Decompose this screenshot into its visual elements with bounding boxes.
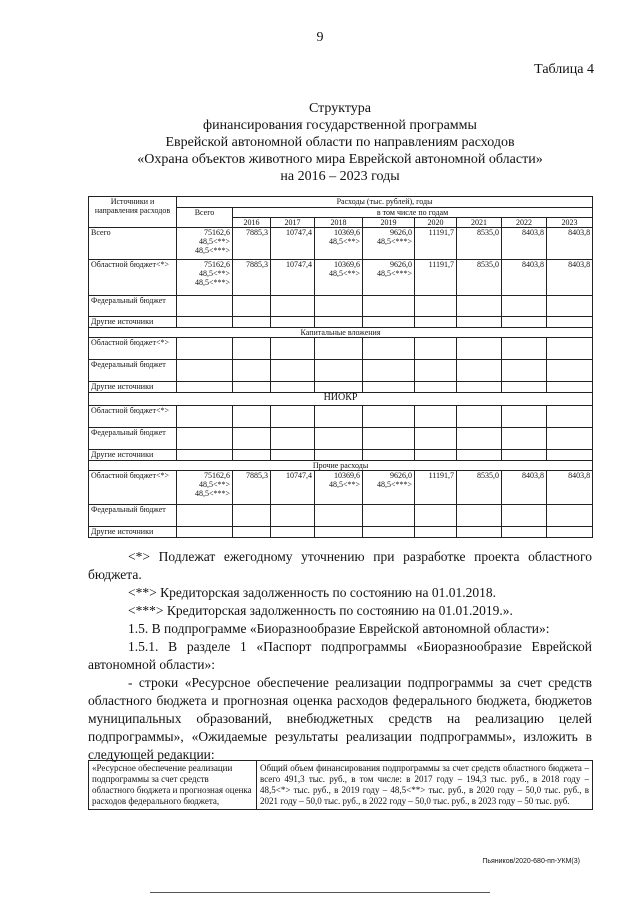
section-other-expenses: Прочие расходы — [89, 461, 593, 471]
paragraph-lines: - строки «Ресурсное обеспечение реализации подпрограммы за счет средств областного бюджета и прогнозная оценка расходов федерального бюджета, бюджетов муниципальных образований, внебюджетных средств на реализацию целей подпрограммы», «Ожидаемые результаты реализации подпрограммы», изложить в следующей редакции: — [88, 675, 592, 762]
cell-2019: 9626,0 48,5<***> — [363, 228, 415, 260]
header-year: 2023 — [547, 218, 593, 228]
cell-2020: 11191,7 — [415, 471, 457, 505]
row-label: Другие источники — [89, 382, 177, 393]
row-label: Федеральный бюджет — [89, 505, 177, 527]
header-year: 2021 — [457, 218, 502, 228]
cell-2018: 10369,6 48,5<**> — [315, 260, 363, 296]
cell-2022: 8403,8 — [502, 471, 547, 505]
table-row — [89, 505, 593, 527]
table-row — [89, 761, 593, 810]
title-line: «Охрана объектов животного мира Еврейской автономной области» — [137, 152, 543, 167]
header-year: 2022 — [502, 218, 547, 228]
resource-right-cell: Общий объем финансирования подпрограммы за счет средств областного бюджета – всего 491,3 тыс. руб., в том числе: в 2017 году – 194,3 тыс. руб., в 2018 году – 48,5<*> тыс. руб., в 2019 году – 48,5<**> тыс. руб., в 2020 году – 50,0 тыс. руб., в 2021 году – 50,0 тыс. руб., в 2022 году – 50,0 тыс. руб., в 2023 году – 50 тыс. руб. — [257, 761, 593, 810]
cell-2022: 8403,8 — [502, 228, 547, 260]
notes — [88, 548, 592, 764]
cell-2022: 8403,8 — [502, 260, 547, 296]
cell-2021: 8535,0 — [457, 228, 502, 260]
cell-2023: 8403,8 — [547, 471, 593, 505]
header-year: 2016 — [233, 218, 271, 228]
cell-2021: 8535,0 — [457, 471, 502, 505]
header-year: 2017 — [271, 218, 315, 228]
row-label: Другие источники — [89, 450, 177, 461]
cell-2020: 11191,7 — [415, 228, 457, 260]
title-line: Структура — [308, 101, 372, 116]
footnote-2: <**> Кредиторская задолженность по состоянию на 01.01.2018. — [128, 585, 496, 600]
cell-2016: 7885,3 — [233, 471, 271, 505]
row-label: Другие источники — [89, 317, 177, 328]
row-label: Областной бюджет<*> — [89, 260, 177, 296]
cell-2018: 10369,6 48,5<**> — [315, 228, 363, 260]
table-row — [89, 360, 593, 382]
table-label: Таблица 4 — [534, 62, 594, 77]
cell-2020: 11191,7 — [415, 260, 457, 296]
title-line: на 2016 – 2023 годы — [280, 169, 400, 184]
cell-2019: 9626,0 48,5<***> — [363, 260, 415, 296]
row-label: Другие источники — [89, 527, 177, 538]
title-line: финансирования государственной программы — [203, 118, 477, 133]
cell-2021: 8535,0 — [457, 260, 502, 296]
footnote-3: <***> Кредиторская задолженность по состоянию на 01.01.2019.». — [128, 603, 513, 618]
section-capital: Капитальные вложения — [89, 328, 593, 338]
cell-2017: 10747,4 — [271, 228, 315, 260]
footer-code: Пьяников/2020-680-пп-УКМ(3) — [482, 858, 580, 865]
resource-left-cell: «Ресурсное обеспечение реализации подпрограммы за счет средств областного бюджета и прогнозная оценка расходов федерального бюджета, — [89, 761, 257, 810]
footnote-1: <*> Подлежат ежегодному уточнению при разработке проекта областного бюджета. — [88, 549, 592, 582]
table-row — [89, 338, 593, 360]
header-year: 2020 — [415, 218, 457, 228]
cell-total: 75162,6 48,5<**> 48,5<***> — [177, 471, 233, 505]
resource-table — [88, 760, 593, 810]
cell-2017: 10747,4 — [271, 471, 315, 505]
cell-2023: 8403,8 — [547, 228, 593, 260]
cell-2016: 7885,3 — [233, 260, 271, 296]
cell-2019: 9626,0 48,5<***> — [363, 471, 415, 505]
cell-total: 75162,6 48,5<**> 48,5<***> — [177, 260, 233, 296]
header-expenses: Расходы (тыс. рублей), годы — [177, 197, 593, 208]
cell-2023: 8403,8 — [547, 260, 593, 296]
title-line: Еврейской автономной области по направлениям расходов — [165, 135, 515, 150]
row-label: Всего — [89, 228, 177, 260]
cell-total: 75162,6 48,5<**> 48,5<***> — [177, 228, 233, 260]
table-row — [89, 296, 593, 317]
row-label: Областной бюджет<*> — [89, 471, 177, 505]
table-row — [89, 317, 593, 328]
header-sources: Источники и направления расходов — [89, 197, 177, 228]
row-label: Федеральный бюджет — [89, 428, 177, 450]
table-title — [0, 100, 640, 185]
header-year: 2018 — [315, 218, 363, 228]
table-row — [89, 228, 593, 260]
row-label: Федеральный бюджет — [89, 360, 177, 382]
cell-2016: 7885,3 — [233, 228, 271, 260]
row-label: Областной бюджет<*> — [89, 406, 177, 428]
cell-2017: 10747,4 — [271, 260, 315, 296]
section-niokr: НИОКР — [89, 393, 593, 406]
header-total: Всего — [177, 208, 233, 228]
header-year: 2019 — [363, 218, 415, 228]
table-row — [89, 428, 593, 450]
table-row — [89, 450, 593, 461]
table-row — [89, 382, 593, 393]
row-label: Федеральный бюджет — [89, 296, 177, 317]
paragraph-1-5-1: 1.5.1. В разделе 1 «Паспорт подпрограммы «Биоразнообразие Еврейской автономной области»: — [88, 639, 592, 672]
footer-divider — [150, 892, 490, 893]
cell-2018: 10369,6 48,5<**> — [315, 471, 363, 505]
paragraph-1-5: 1.5. В подпрограмме «Биоразнообразие Еврейской автономной области»: — [128, 621, 550, 636]
row-label: Областной бюджет<*> — [89, 338, 177, 360]
table-row — [89, 260, 593, 296]
table-row — [89, 527, 593, 538]
table-row — [89, 471, 593, 505]
financing-table — [88, 196, 593, 538]
page-number: 9 — [316, 30, 324, 45]
header-including: в том числе по годам — [233, 208, 593, 218]
table-row — [89, 406, 593, 428]
